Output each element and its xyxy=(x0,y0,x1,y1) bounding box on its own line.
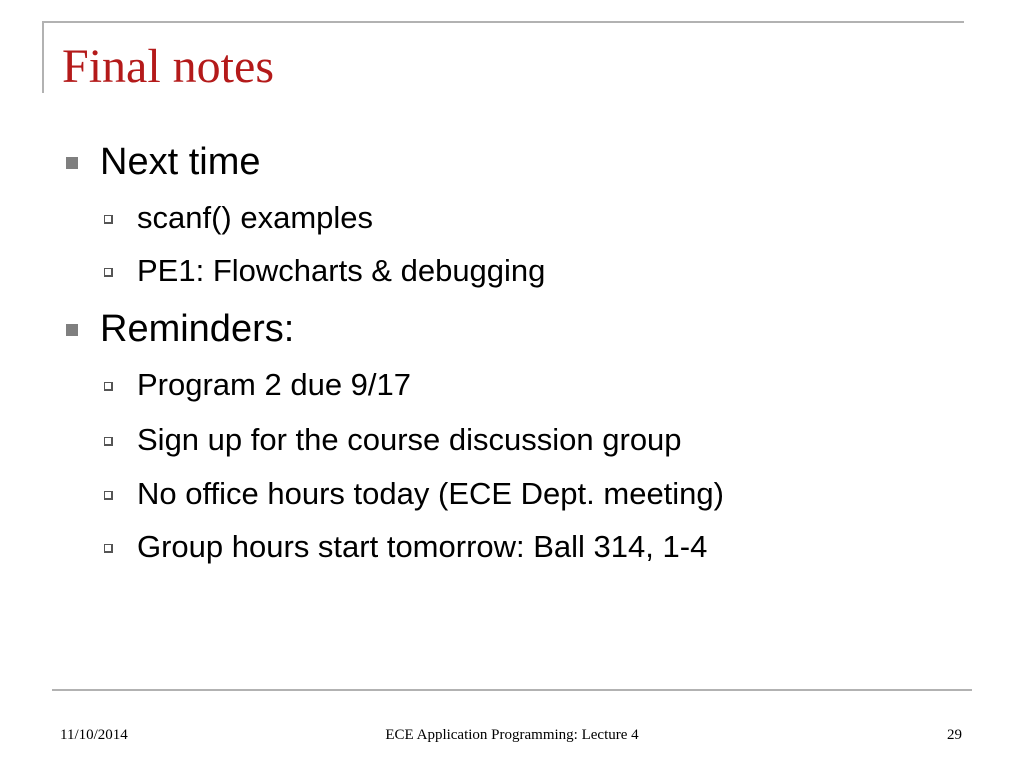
hollow-square-bullet-icon xyxy=(104,491,113,500)
slide-number: 29 xyxy=(947,727,962,743)
hollow-square-bullet-icon xyxy=(104,437,113,446)
sub-bullet-text: No office hours today (ECE Dept. meeting) xyxy=(137,476,724,511)
hollow-square-bullet-icon xyxy=(104,268,113,277)
bullet-text: Reminders: xyxy=(100,308,295,350)
footer-title: ECE Application Programming: Lecture 4 xyxy=(385,727,639,743)
sub-bullet-text: PE1: Flowcharts & debugging xyxy=(137,253,546,288)
sub-bullet-text: Group hours start tomorrow: Ball 314, 1-4 xyxy=(137,529,708,564)
hollow-square-bullet-icon xyxy=(104,544,113,553)
sub-bullet-text: Sign up for the course discussion group xyxy=(137,422,682,457)
hollow-square-bullet-icon xyxy=(104,215,113,224)
slide-title: Final notes xyxy=(62,40,274,93)
square-bullet-icon xyxy=(66,324,78,336)
hollow-square-bullet-icon xyxy=(104,382,113,391)
footer-divider xyxy=(52,689,972,691)
footer-date: 11/10/2014 xyxy=(60,727,128,743)
bullet-text: Next time xyxy=(100,141,261,183)
square-bullet-icon xyxy=(66,157,78,169)
sub-bullet-text: Program 2 due 9/17 xyxy=(137,367,412,402)
sub-bullet-text: scanf() examples xyxy=(137,200,374,235)
